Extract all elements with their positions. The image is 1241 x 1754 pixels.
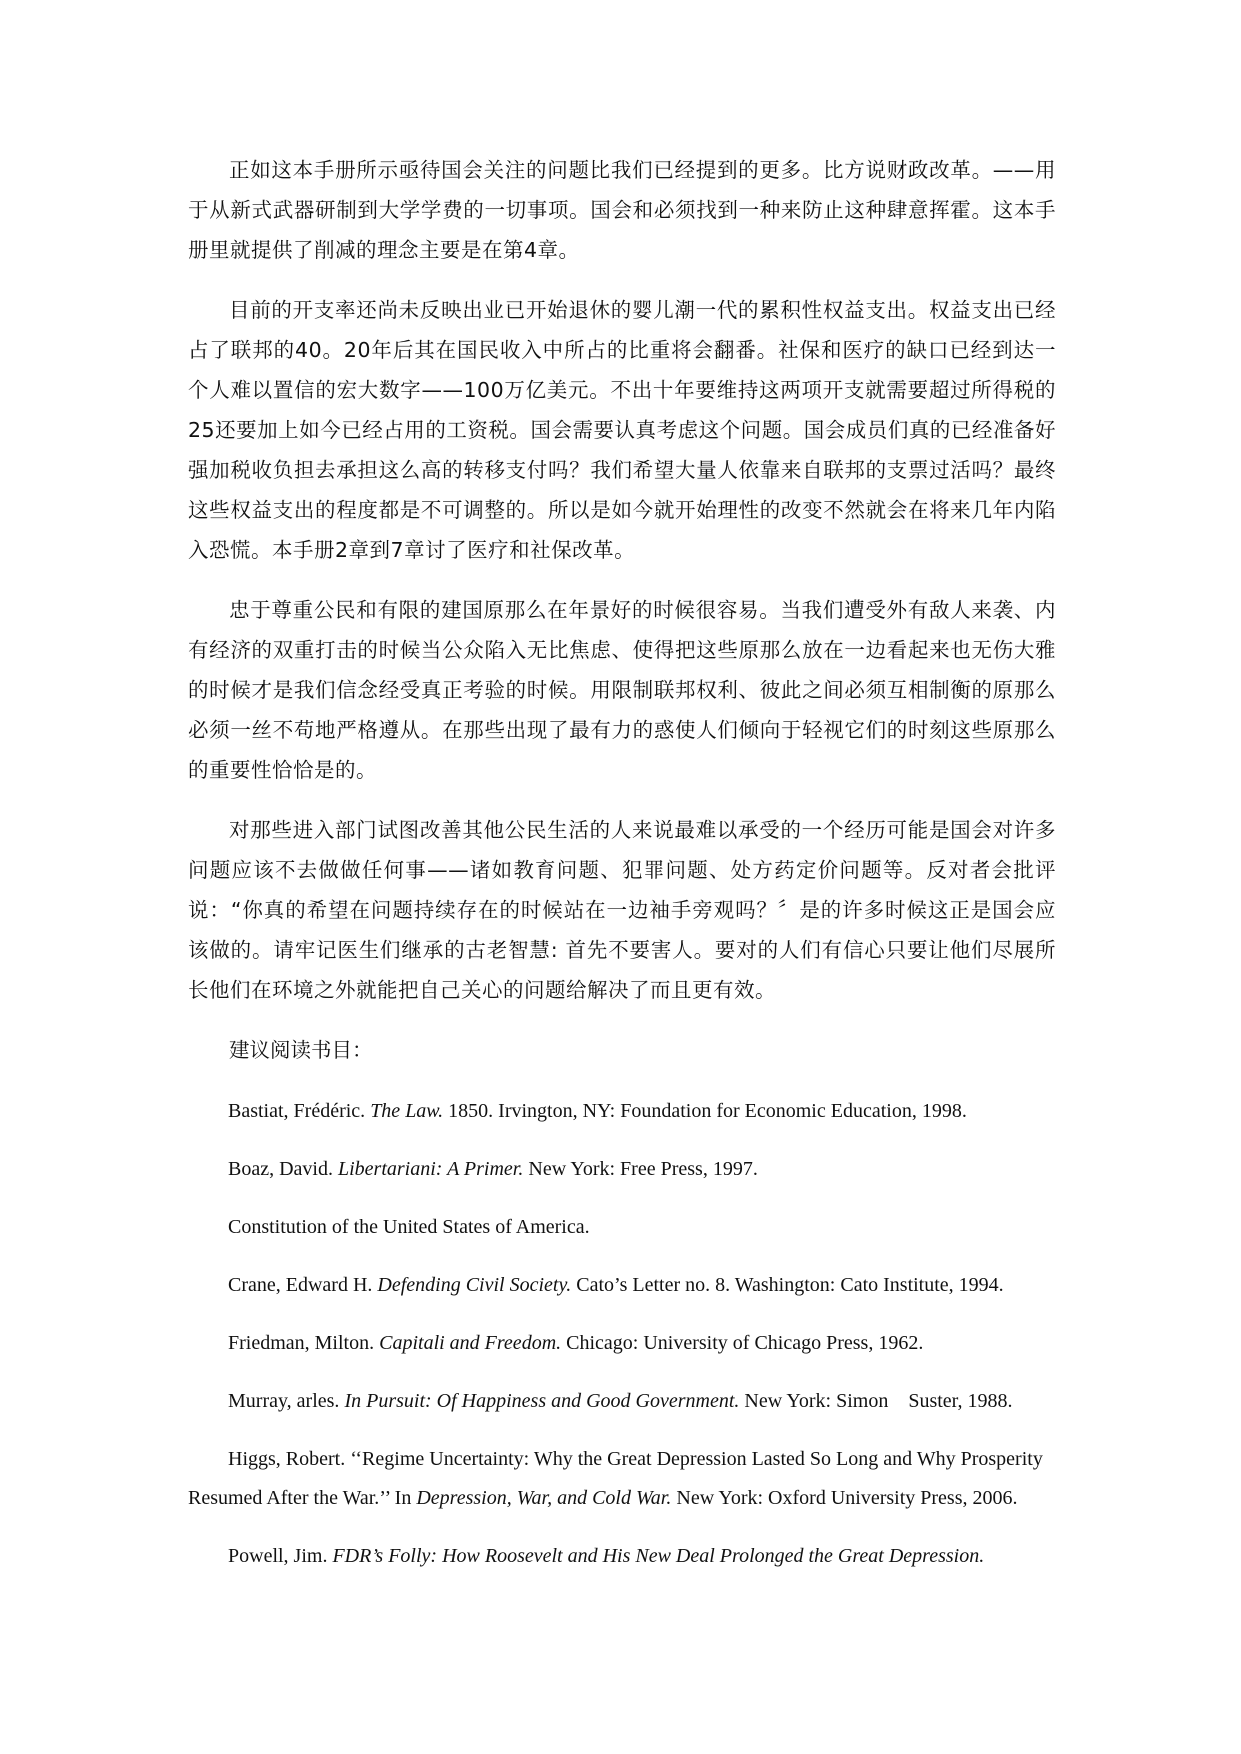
reference-item [188,1440,1056,1518]
reference-author: Murray, arles. [228,1390,345,1412]
reference-item [188,1150,1056,1189]
reference-publication: 1850. Irvington, NY: Foundation for Economic Education, 1998. [443,1100,967,1122]
reading-list [188,1092,1056,1576]
reference-title: The Law. [370,1100,444,1122]
body-paragraph-2: 目前的开支率还尚未反映出业已开始退休的婴儿潮一代的累积性权益支出。权益支出已经占了联邦的40。20年后其在国民收入中所占的比重将会翻番。社保和医疗的缺口已经到达一个人难以置信的宏大数字——100万亿美元。不出十年要维持这两项开支就需要超过所得税的25还要加上如今已经占用的工资税。国会需要认真考虑这个问题。国会成员们真的已经准备好强加税收负担去承担这么高的转移支付吗？我们希望大量人依靠来自联邦的支票过活吗？最终这些权益支出的程度都是不可调整的。所以是如今就开始理性的改变不然就会在将来几年内陷入恐慌。本手册2章到7章讨了医疗和社保改革。 [188,298,1056,562]
reference-item [188,1382,1056,1421]
reference-publication: New York: Simon Suster, 1988. [739,1390,1013,1412]
reference-author: Powell, Jim. [228,1545,333,1567]
reference-title: Libertariani: A Primer. [337,1158,524,1180]
body-paragraph-4: 对那些进入部门试图改善其他公民生活的人来说最难以承受的一个经历可能是国会对许多问题应该不去做做任何事——诸如教育问题、犯罪问题、处方药定价问题等。反对者会批评说：“你真的希望在问题持续存在的时候站在一边袖手旁观吗？〞是的许多时候这正是国会应该做的。请牢记医生们继承的古老智慧: 首先不要害人。要对的人们有信心只要让他们尽展所长他们在环境之外就能把自己关心的问题给解决了而且更有效。 [188,818,1056,1002]
reference-publication: Chicago: University of Chicago Press, 1962. [561,1332,924,1354]
reference-item [188,1537,1056,1576]
body-paragraph-3: 忠于尊重公民和有限的建国原那么在年景好的时候很容易。当我们遭受外有敌人来袭、内有经济的双重打击的时候当公众陷入无比焦虑、使得把这些原那么放在一边看起来也无伤大雅的时候才是我们信念经受真正考验的时候。用限制联邦权利、彼此之间必须互相制衡的原那么必须一丝不苟地严格遵从。在那些出现了最有力的惑使人们倾向于轻视它们的时刻这些原那么的重要性恰恰是的。 [188,598,1056,782]
reading-list-heading: 建议阅读书目： [229,1038,373,1062]
reference-item [188,1208,1056,1247]
reference-author: Higgs, Robert. ‘‘Regime Uncertainty: Why the Great Depression Lasted So Long and Why Prosperity Resumed After the War.’’ In [188,1448,1043,1509]
body-paragraph-1: 正如这本手册所示亟待国会关注的问题比我们已经提到的更多。比方说财政改革。——用于从新式武器研制到大学学费的一切事项。国会和必须找到一种来防止这种肆意挥霍。这本手册里就提供了削减的理念主要是在第4章。 [188,158,1056,262]
reference-author: Boaz, David. [228,1158,338,1180]
reference-item [188,1324,1056,1363]
reference-title: In Pursuit: Of Happiness and Good Government. [344,1390,740,1412]
reference-author: Friedman, Milton. [228,1332,380,1354]
reference-publication: New York: Free Press, 1997. [523,1158,758,1180]
reference-title: FDR’s Folly: How Roosevelt and His New Deal Prolonged the Great Depression. [332,1545,985,1567]
reference-item [188,1266,1056,1305]
reference-publication: New York: Oxford University Press, 2006. [671,1487,1018,1509]
reference-author: Constitution of the United States of America. [228,1216,590,1238]
reference-publication: Cato’s Letter no. 8. Washington: Cato Institute, 1994. [571,1274,1004,1296]
reference-title: Capitali and Freedom. [379,1332,562,1354]
reference-author: Bastiat, Frédéric. [228,1100,371,1122]
reference-author: Crane, Edward H. [228,1274,378,1296]
document-page [188,150,1056,1595]
reference-title: Depression, War, and Cold War. [416,1487,672,1509]
reference-title: Defending Civil Society. [377,1274,572,1296]
reference-item [188,1092,1056,1131]
